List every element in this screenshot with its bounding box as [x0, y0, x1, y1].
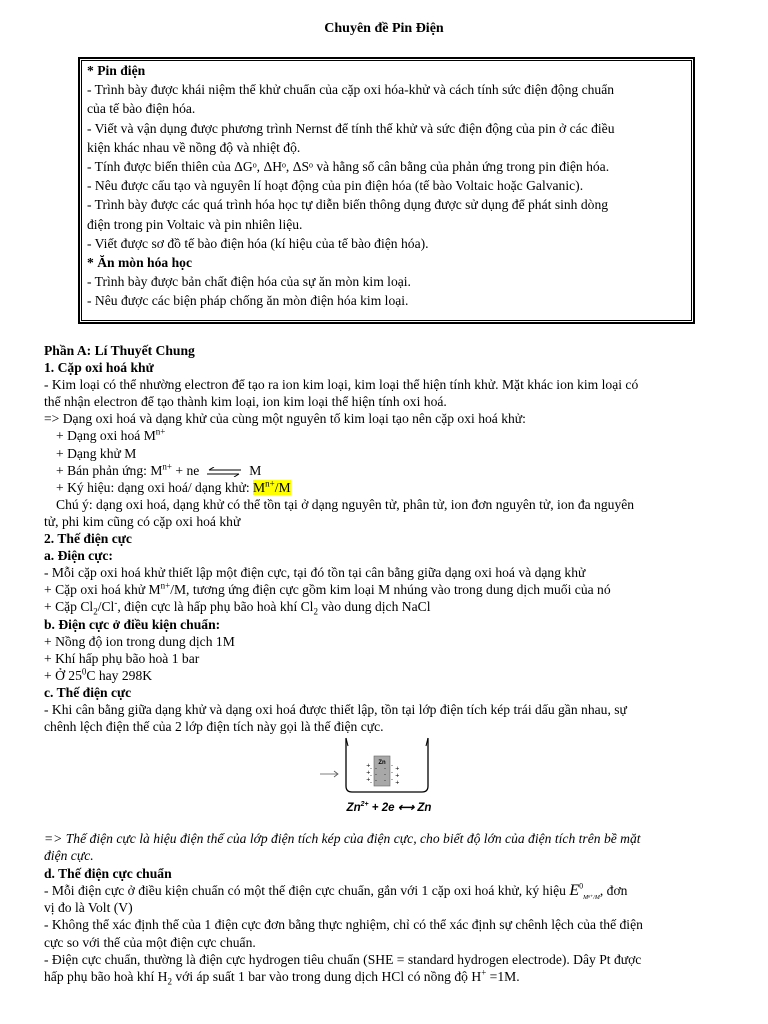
paragraph-line: - Điện cực chuẩn, thường là điện cực hydrogen tiêu chuẩn (SHE = standard hydrogen electrode). Dây Pt được — [44, 952, 642, 968]
bullet-half-reaction: + Bán phản ứng: $M^{n+}$ + ne M — [56, 461, 262, 478]
objective-line: - Trình bày được bản chất điện hóa của sự ăn mòn kim loại. — [87, 274, 411, 290]
paragraph-line: + Khí hấp phụ bão hoà 1 bar — [44, 650, 200, 666]
note-line: Chú ý: dạng oxi hoá, dạng khử có thể tồn tại ở dạng nguyên tử, phân tử, ion đơn nguyên tử, ion đa nguyên — [56, 496, 635, 512]
objectives-heading-pin-dien: * Pin điện — [87, 63, 146, 78]
svg-text:-: - — [370, 780, 372, 786]
svg-text:+: + — [395, 773, 400, 779]
svg-text:+: + — [366, 777, 371, 783]
document-title: Chuyên đề Pin Điện — [324, 21, 444, 36]
paragraph-line: hấp phụ bão hoà khí $H_2$ với áp suất 1 bar vào trong dung dịch HCl có nồng độ H+ =1M. — [44, 967, 520, 988]
svg-text:+: + — [395, 780, 400, 786]
svg-text:-: - — [375, 772, 377, 778]
equilibrium-arrows-icon — [205, 467, 243, 477]
paragraph-line: + Ở $25^0C$ hay 298K — [44, 666, 153, 683]
section-2d-heading: d. Thế điện cực chuẩn — [44, 865, 172, 881]
conclusion-line: điện cực. — [44, 848, 94, 864]
svg-text:-: - — [391, 777, 393, 783]
section-2b-heading: b. Điện cực ở điều kiện chuẩn: — [44, 616, 221, 632]
paragraph-line: => Dạng oxi hoá và dạng khử của cùng một nguyên tố kim loại tạo nên cặp oxi hoá khử: — [44, 411, 526, 427]
svg-text:-: - — [375, 778, 377, 784]
objectives-box — [81, 60, 692, 321]
standard-potential-section — [44, 830, 734, 986]
paragraph-line: + Cặp $Cl_2/Cl^-$, điện cực là hấp phụ bão hoà khí $Cl_2$ vào dung dịch NaCl — [44, 597, 431, 618]
svg-text:-: - — [370, 773, 372, 779]
objective-line: kiện khác nhau về nồng độ và nhiệt độ. — [87, 139, 301, 155]
paragraph-line: + Cặp oxi hoá khử $M^{n+}/M$, tương ứng điện cực gồm kim loại M nhúng vào trong dung dịch muối của nó — [44, 580, 611, 598]
section-1-heading: 1. Cặp oxi hoá khử — [44, 360, 154, 376]
section-2a-heading: a. Điện cực: — [44, 548, 113, 564]
paragraph-line: + Nồng độ ion trong dung dịch 1M — [44, 633, 235, 649]
zinc-equilibrium-equation: $Zn^{2+} + 2e$ ⟷ Zn — [346, 801, 432, 814]
svg-text:-: - — [384, 766, 386, 772]
svg-text:-: - — [391, 763, 393, 769]
objective-line: của tế bào điện hóa. — [87, 101, 196, 117]
objective-line: - Viết và vận dụng được phương trình Nernst để tính thế khử và sức điện động của pin ở các điều — [87, 120, 615, 136]
objective-line: - Nêu được cấu tạo và nguyên lí hoạt động của pin điện hóa (tế bào Voltaic hoặc Galvanic). — [87, 178, 584, 194]
svg-text:-: - — [370, 766, 372, 772]
highlighted-notation: $M^{n+}/M$ — [253, 478, 291, 495]
svg-text:-: - — [375, 766, 377, 772]
svg-text:+: + — [366, 770, 371, 776]
paragraph-line: - Mỗi cặp oxi hoá khử thiết lập một điện cực, tại đó tồn tại cân bằng giữa dạng oxi hoá và dạng khử — [44, 565, 586, 581]
incoming-arrow-icon — [320, 771, 338, 777]
paragraph-line: vị đo là Volt (V) — [44, 900, 133, 916]
zinc-electrode-figure — [318, 736, 460, 816]
paragraph-line: - Không thể xác định thế của 1 điện cực đơn bằng thực nghiệm, chỉ có thể xác định sự chênh lệch của thế điện — [44, 917, 643, 933]
objective-line: - Nêu được các biện pháp chống ăn mòn điện hóa kim loại. — [87, 293, 409, 309]
svg-text:-: - — [384, 778, 386, 784]
paragraph-line: - Mỗi điện cực ở điều kiện chuẩn có một thế điện cực chuẩn, gắn với 1 cặp oxi hoá khử, ký hiệu $E^0_{M^{n+}/M}$, đơn — [44, 881, 628, 902]
section-2-heading: 2. Thế điện cực — [44, 531, 132, 547]
part-a-heading: Phần A: Lí Thuyết Chung — [44, 343, 195, 358]
svg-text:+: + — [395, 766, 400, 772]
objectives-heading-an-mon: * Ăn mòn hóa học — [87, 255, 192, 271]
objective-line: - Trình bày được khái niệm thế khử chuẩn của cặp oxi hóa-khử và cách tính sức điện động chuẩn — [87, 82, 615, 98]
svg-text:+: + — [366, 763, 371, 769]
objective-line: - Trình bày được các quá trình hóa học tự diễn biến thông dụng được sử dụng để phát sinh dòng — [87, 197, 609, 213]
electrode-label: Zn — [378, 760, 386, 766]
paragraph-line: chênh lệch điện thế của 2 lớp điện tích này gọi là thế điện cực. — [44, 719, 384, 735]
paragraph-line: - Kim loại có thể nhường electron để tạo ra ion kim loại, kim loại thể hiện tính khử. Mặt khác ion kim loại có — [44, 377, 639, 393]
objective-line: - Viết được sơ đồ tế bào điện hóa (kí hiệu của tế bào điện hóa). — [87, 235, 429, 251]
svg-text:-: - — [384, 772, 386, 778]
paragraph-line: cực so với thế của một điện cực chuẩn. — [44, 934, 256, 950]
standard-potential-symbol: $E^0_{M^{n+}/M}$ — [569, 881, 600, 902]
bullet-oxidized-form: + Dạng oxi hoá $M^{n+}$ — [56, 426, 166, 444]
objective-line: - Tính được biến thiên của ΔGᵒ, ΔHᵒ, ΔSᵒ và hằng số cân bằng của phản ứng trong pin điện hóa. — [87, 159, 610, 175]
note-line: tử, phi kim cũng có cặp oxi hoá khử — [44, 513, 241, 529]
conclusion-line: => Thế điện cực là hiệu điện thế của lớp điện tích kép của điện cực, cho biết độ lớn của điện tích trên bề mặt — [44, 831, 641, 846]
bullet-reduced-form: + Dạng khử M — [56, 445, 137, 461]
bullet-notation: + Ký hiệu: dạng oxi hoá/ dạng khử: $M^{n+}/M$ — [56, 478, 291, 495]
svg-text:-: - — [391, 770, 393, 776]
theory-section — [44, 342, 734, 735]
objective-line: điện trong pin Voltaic và pin nhiên liệu. — [87, 216, 303, 232]
paragraph-line: - Khi cân bằng giữa dạng khử và dạng oxi hoá được thiết lập, tồn tại lớp điện tích kép trái dấu gần nhau, sự — [44, 701, 627, 717]
section-2c-heading: c. Thế điện cực — [44, 684, 132, 700]
paragraph-line: thể nhận electron để tạo thành kim loại, ion kim loại thể hiện tính oxi hoá. — [44, 394, 447, 410]
